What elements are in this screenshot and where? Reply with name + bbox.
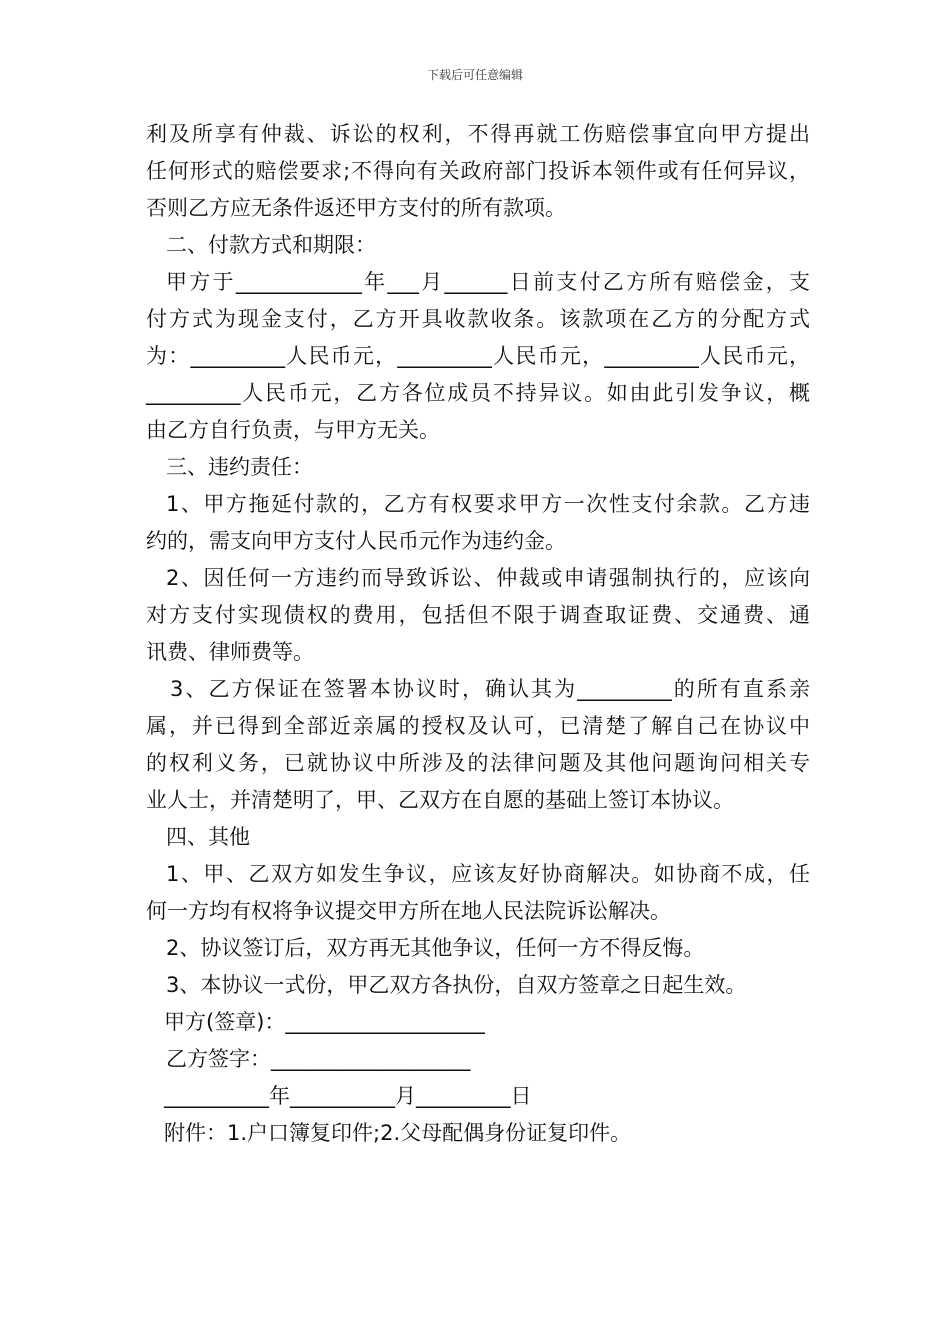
paragraph-line: _________人民币元，乙方各位成员不持异议。如由此引发争议，概 <box>146 381 810 405</box>
section-heading: 三、违约责任： <box>166 455 313 479</box>
document-body <box>146 116 810 1152</box>
paragraph-line: 为：_________人民币元，_________人民币元，_________人民币元， <box>146 344 810 368</box>
paragraph-line: 付方式为现金支付，乙方开具收款收条。该款项在乙方的分配方式 <box>146 307 810 331</box>
paragraph-line: 1、甲、乙双方如发生争议，应该友好协商解决。如协商不成，任 <box>166 862 810 886</box>
paragraph-line: 2、因任何一方违约而导致诉讼、仲裁或申请强制执行的，应该向 <box>166 566 810 590</box>
signature-line-party-b: 乙方签字：___________________ <box>166 1047 471 1071</box>
attachment-line: 附件：1.户口簿复印件;2.父母配偶身份证复印件。 <box>164 1121 632 1145</box>
paragraph-line: 否则乙方应无条件返还甲方支付的所有款项。 <box>146 196 566 220</box>
signature-line-party-a: 甲方(签章)：___________________ <box>164 1010 485 1034</box>
paragraph-line: 属，并已得到全部近亲属的授权及认可，已清楚了解自己在协议中 <box>146 714 810 738</box>
date-line: __________年__________月_________日 <box>164 1084 532 1108</box>
paragraph-line: 对方支付实现债权的费用，包括但不限于调查取证费、交通费、通 <box>146 603 810 627</box>
paragraph-line: 约的，需支向甲方支付人民币元作为违约金。 <box>146 529 566 553</box>
paragraph-line: 3、乙方保证在签署本协议时，确认其为_________的所有直系亲 <box>170 677 810 701</box>
paragraph-line: 甲方于____________年___月______日前支付乙方所有赔偿金，支 <box>166 270 810 294</box>
paragraph-line: 何一方均有权将争议提交甲方所在地人民法院诉讼解决。 <box>146 899 671 923</box>
paragraph-line: 2、协议签订后，双方再无其他争议，任何一方不得反悔。 <box>166 936 705 960</box>
section-heading: 二、付款方式和期限： <box>166 233 376 257</box>
section-heading: 四、其他 <box>166 825 250 849</box>
paragraph-line: 1、甲方拖延付款的，乙方有权要求甲方一次性支付余款。乙方违 <box>166 492 810 516</box>
paragraph-line: 3、本协议一式份，甲乙双方各执份，自双方签章之日起生效。 <box>166 973 747 997</box>
paragraph-line: 任何形式的赔偿要求;不得向有关政府部门投诉本领件或有任何异议， <box>146 159 810 183</box>
paragraph-line: 的权利义务，已就协议中所涉及的法律问题及其他问题询问相关专 <box>146 751 810 775</box>
paragraph-line: 由乙方自行负责，与甲方无关。 <box>146 418 440 442</box>
page-header: 下载后可任意编辑 <box>426 68 523 82</box>
paragraph-line: 利及所享有仲裁、诉讼的权利，不得再就工伤赔偿事宜向甲方提出 <box>146 122 810 146</box>
paragraph-line: 讯费、律师费等。 <box>146 640 314 664</box>
paragraph-line: 业人士，并清楚明了，甲、乙双方在自愿的基础上签订本协议。 <box>146 788 734 812</box>
